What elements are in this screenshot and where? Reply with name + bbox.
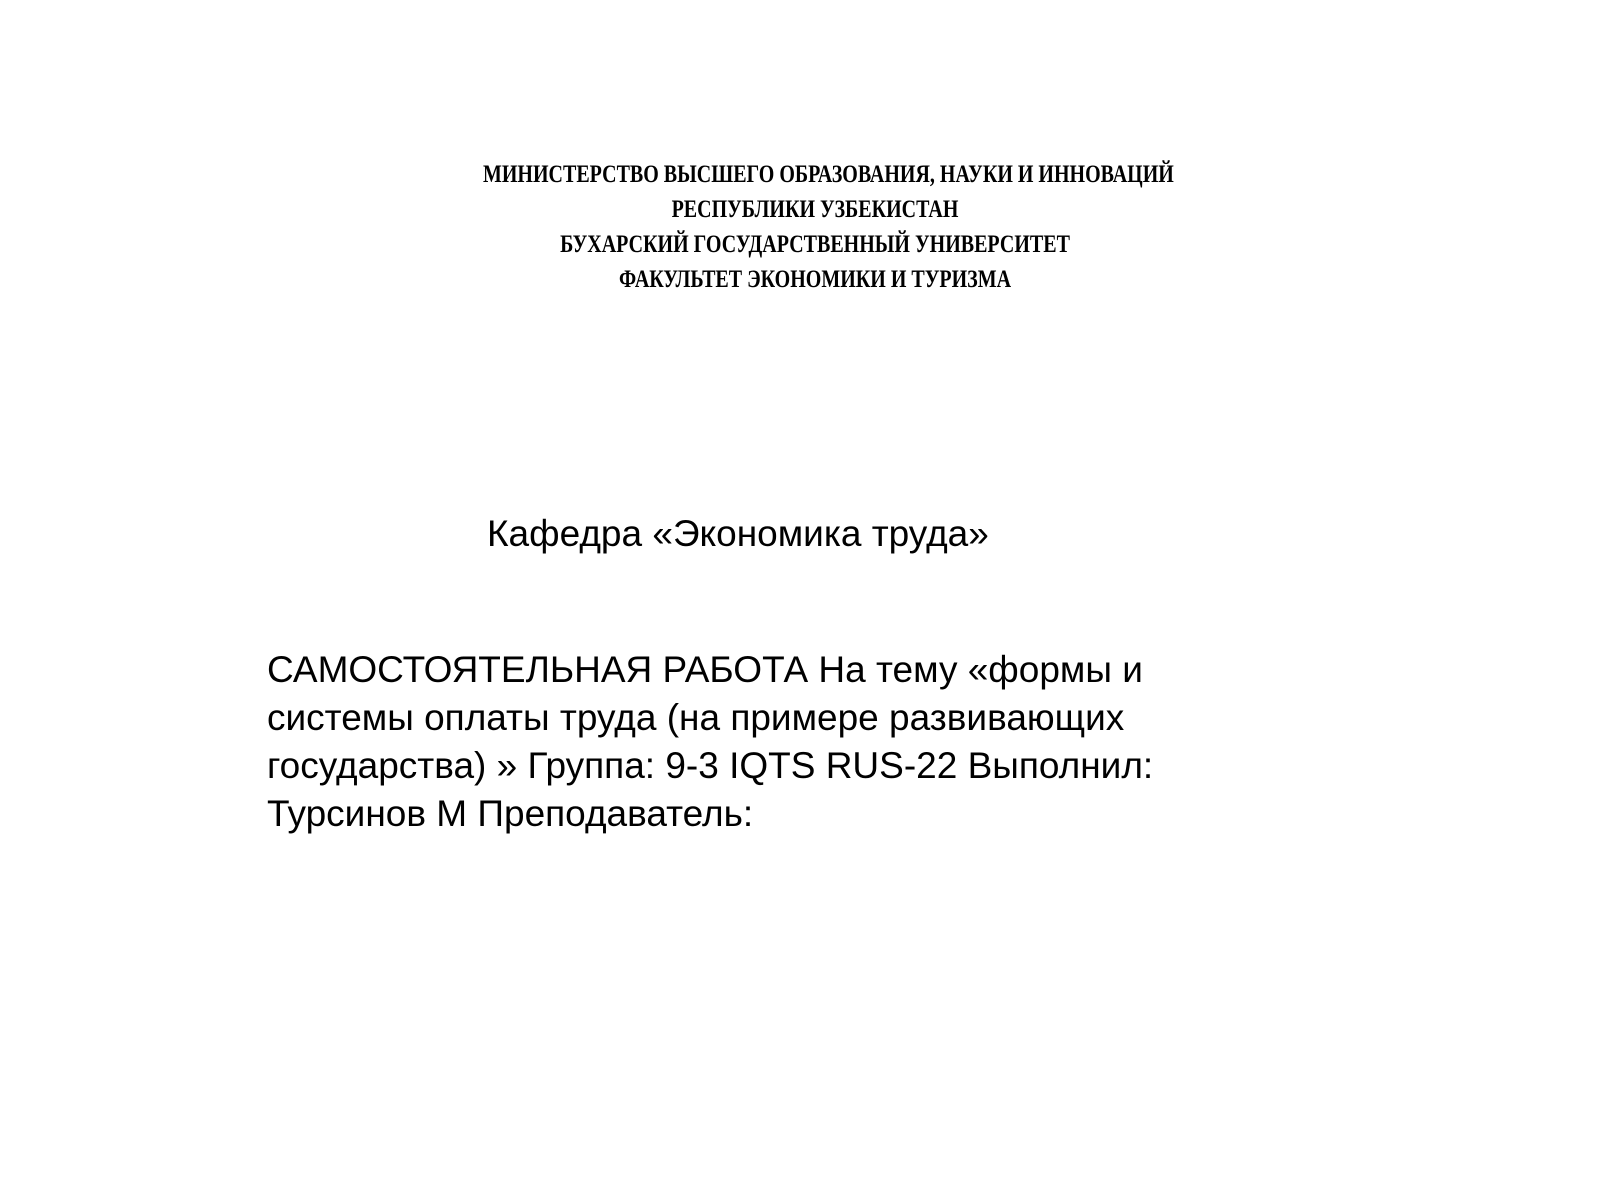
- faculty-line: ФАКУЛЬТЕТ ЭКОНОМИКИ И ТУРИЗМА: [618, 266, 1012, 293]
- work-description-line: системы оплаты труда (на примере развивающих: [267, 697, 1125, 738]
- work-description: [267, 646, 1267, 838]
- ministry-line: МИНИСТЕРСТВО ВЫСШЕГО ОБРАЗОВАНИЯ, НАУКИ И ИННОВАЦИЙ: [483, 161, 1174, 188]
- work-description-line: Турсинов М Преподаватель:: [267, 793, 754, 834]
- university-line: БУХАРСКИЙ ГОСУДАРСТВЕННЫЙ УНИВЕРСИТЕТ: [560, 231, 1070, 258]
- work-description-line: государства) » Группа: 9-3 IQTS RUS-22 Выполнил:: [267, 745, 1154, 786]
- work-description-line: САМОСТОЯТЕЛЬНАЯ РАБОТА На тему «формы и: [267, 649, 1143, 690]
- republic-line: РЕСПУБЛИКИ УЗБЕКИСТАН: [671, 196, 959, 223]
- department-title: Кафедра «Экономика труда»: [487, 513, 989, 554]
- institution-header: [483, 157, 1174, 297]
